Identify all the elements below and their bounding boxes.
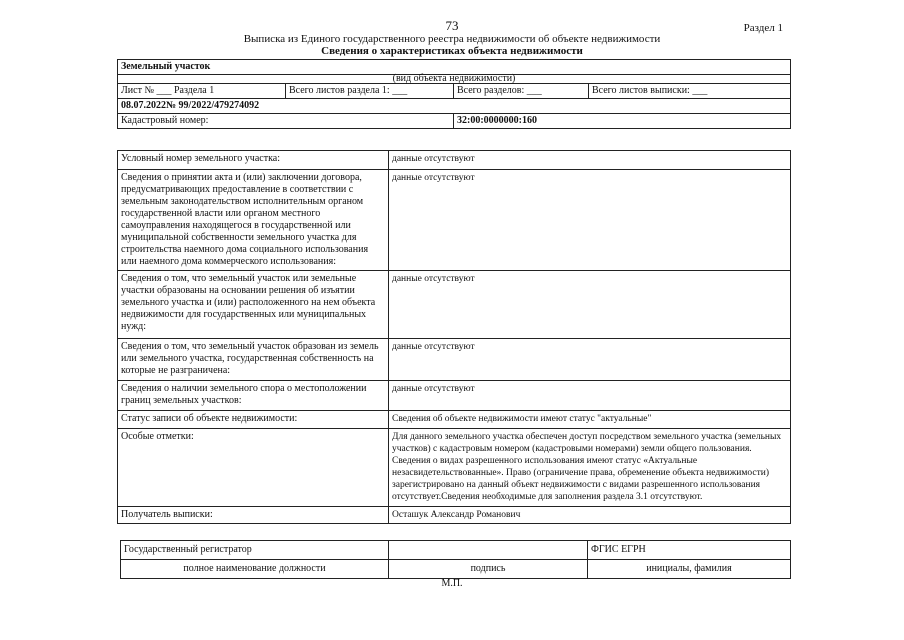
table-row [118,339,791,381]
cadastral-number: 32:00:0000000:160 [454,114,791,129]
table-row [118,507,791,524]
row-value: Сведения об объекте недвижимости имеют статус "актуальные" [389,411,791,429]
object-header-table [117,59,791,129]
total-sections: Всего разделов: ___ [454,84,589,99]
table-row [118,271,791,339]
date-and-number: 08.07.2022№ 99/2022/479274092 [118,99,791,114]
row-value: Осташук Александр Романович [389,507,791,524]
row-label: Особые отметки: [118,429,389,507]
row-value: данные отсутствуют [389,170,791,271]
row-label: Сведения о том, что земельный участок образован из земель или земельного участка, государственная собственность на которые не разграничена: [118,339,389,381]
stamp-place: М.П. [441,578,463,589]
row-label: Получатель выписки: [118,507,389,524]
table-row [118,381,791,411]
row-value: данные отсутствуют [389,151,791,170]
table-row [118,170,791,271]
row-value: Для данного земельного участка обеспечен доступ посредством земельного участка (земельных участков) с кадастровым номером (кадастровыми номерами) земли общего пользования. Сведения о видах разрешенного использования имеют статус «Актуальные незасвидетельствованные». Право (ограничение права, обременение объекта недвижимости) зарегистрировано на данный объект недвижимости с видами разрешенного использования отсутствует.Сведения необходимые для заполнения раздела 3.1 отсутствуют. [389,429,791,507]
cadastral-label: Кадастровый номер: [118,114,454,129]
document-title: Выписка из Единого государственного реестра недвижимости об объекте недвижимости [243,33,661,45]
page-number: 73 [445,18,459,33]
row-label: Условный номер земельного участка: [118,151,389,170]
characteristics-table [117,150,791,524]
table-row [118,411,791,429]
total-sheets-section: Всего листов раздела 1: ___ [286,84,454,99]
row-value: данные отсутствуют [389,381,791,411]
row-label: Сведения о принятии акта и (или) заключении договора, предусматривающих предоставление в соответствии с земельным законодательством исполнительным органом государственной власти или органом местного самоуправления находящегося в государственной или муниципальной собственности земельного участка для строительства наемного дома социального использования или наемного дома коммерческого использования: [118,170,389,271]
document-subtitle: Сведения о характеристиках объекта недвижимости [321,45,583,57]
table-row [118,429,791,507]
sheet-number: Лист № ___ Раздела 1 [118,84,286,99]
table-row [118,151,791,170]
row-value: данные отсутствуют [389,271,791,339]
object-type-note: (вид объекта недвижимости) [118,75,791,84]
row-label: Сведения о наличии земельного спора о местоположении границ земельных участков: [118,381,389,411]
signature-field [389,541,588,560]
row-label: Сведения о том, что земельный участок или земельные участки образованы на основании решения об изъятии земельного участка и (или) расположенного на нем объекта недвижимости для государственных или муниципальных нужд: [118,271,389,339]
caption-position: полное наименование должности [121,560,389,579]
registrar-organization: ФГИС ЕГРН [588,541,791,560]
section-label: Раздел 1 [743,22,783,34]
total-sheets-extract: Всего листов выписки: ___ [589,84,791,99]
signature-table [120,540,791,579]
registrar-position: Государственный регистратор [121,541,389,560]
row-label: Статус записи об объекте недвижимости: [118,411,389,429]
caption-name: инициалы, фамилия [588,560,791,579]
caption-signature: подпись [389,560,588,579]
row-value: данные отсутствуют [389,339,791,381]
object-type: Земельный участок [118,60,791,75]
